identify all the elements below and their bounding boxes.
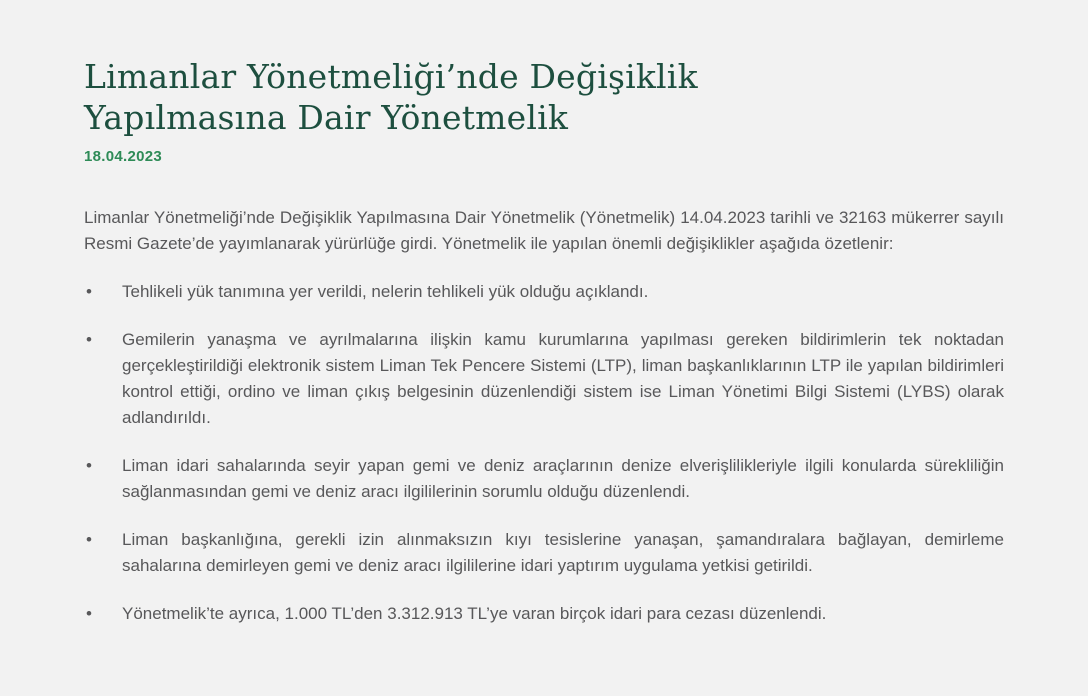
list-item-text: Tehlikeli yük tanımına yer verildi, nelerin tehlikeli yük olduğu açıklandı. (122, 282, 649, 301)
intro-paragraph: Limanlar Yönetmeliği’nde Değişiklik Yapılmasına Dair Yönetmelik (Yönetmelik) 14.04.2023 tarihli ve 32163 mükerrer sayılı Resmi Gazete’de yayımlanarak yürürlüğe girdi. Yönetmelik ile yapılan önemli değişiklikler aşağıda özetlenir: (84, 208, 1004, 253)
publish-date: 18.04.2023 (84, 148, 163, 165)
list-item-text: Liman başkanlığına, gerekli izin alınmaksızın kıyı tesislerine yanaşan, şamandıralara bağlayan, demirleme sahalarına demirleyen gemi ve deniz aracı ilgililerine idari yaptırım uygulama yetkisi getirildi. (122, 530, 1004, 575)
bullet-icon: • (86, 330, 92, 349)
list-item (84, 527, 1004, 579)
list-item (84, 601, 1004, 627)
page-title: Limanlar Yönetmeliği’nde Değişiklik Yapılmasına Dair Yönetmelik (84, 57, 698, 137)
list-item (84, 327, 1004, 431)
list-item-text: Gemilerin yanaşma ve ayrılmalarına ilişkin kamu kurumlarına yapılması gereken bildirimlerin tek noktadan gerçekleştirildiği elektronik sistem Liman Tek Pencere Sistemi (LTP), liman başkanlıklarının LTP ile yapılan bildirimleri kontrol ettiği, ordino ve liman çıkış belgesinin düzenlendiği sistem ise Liman Yönetimi Bilgi Sistemi (LYBS) olarak adlandırıldı. (122, 330, 1004, 427)
bullet-icon: • (86, 282, 92, 301)
bullet-icon: • (86, 456, 92, 475)
list-item (84, 453, 1004, 505)
bullet-icon: • (86, 530, 92, 549)
summary-bullet-list (84, 279, 1004, 627)
bullet-icon: • (86, 604, 92, 623)
list-item-text: Liman idari sahalarında seyir yapan gemi ve deniz araçlarının denize elverişlilikleriyle ilgili konularda sürekliliğin sağlanmasından gemi ve deniz aracı ilgililerinin sorumlu olduğu düzenlendi. (122, 456, 1004, 501)
list-item-text: Yönetmelik’te ayrıca, 1.000 TL’den 3.312.913 TL’ye varan birçok idari para cezası düzenlendi. (122, 604, 827, 623)
list-item (84, 279, 1004, 305)
